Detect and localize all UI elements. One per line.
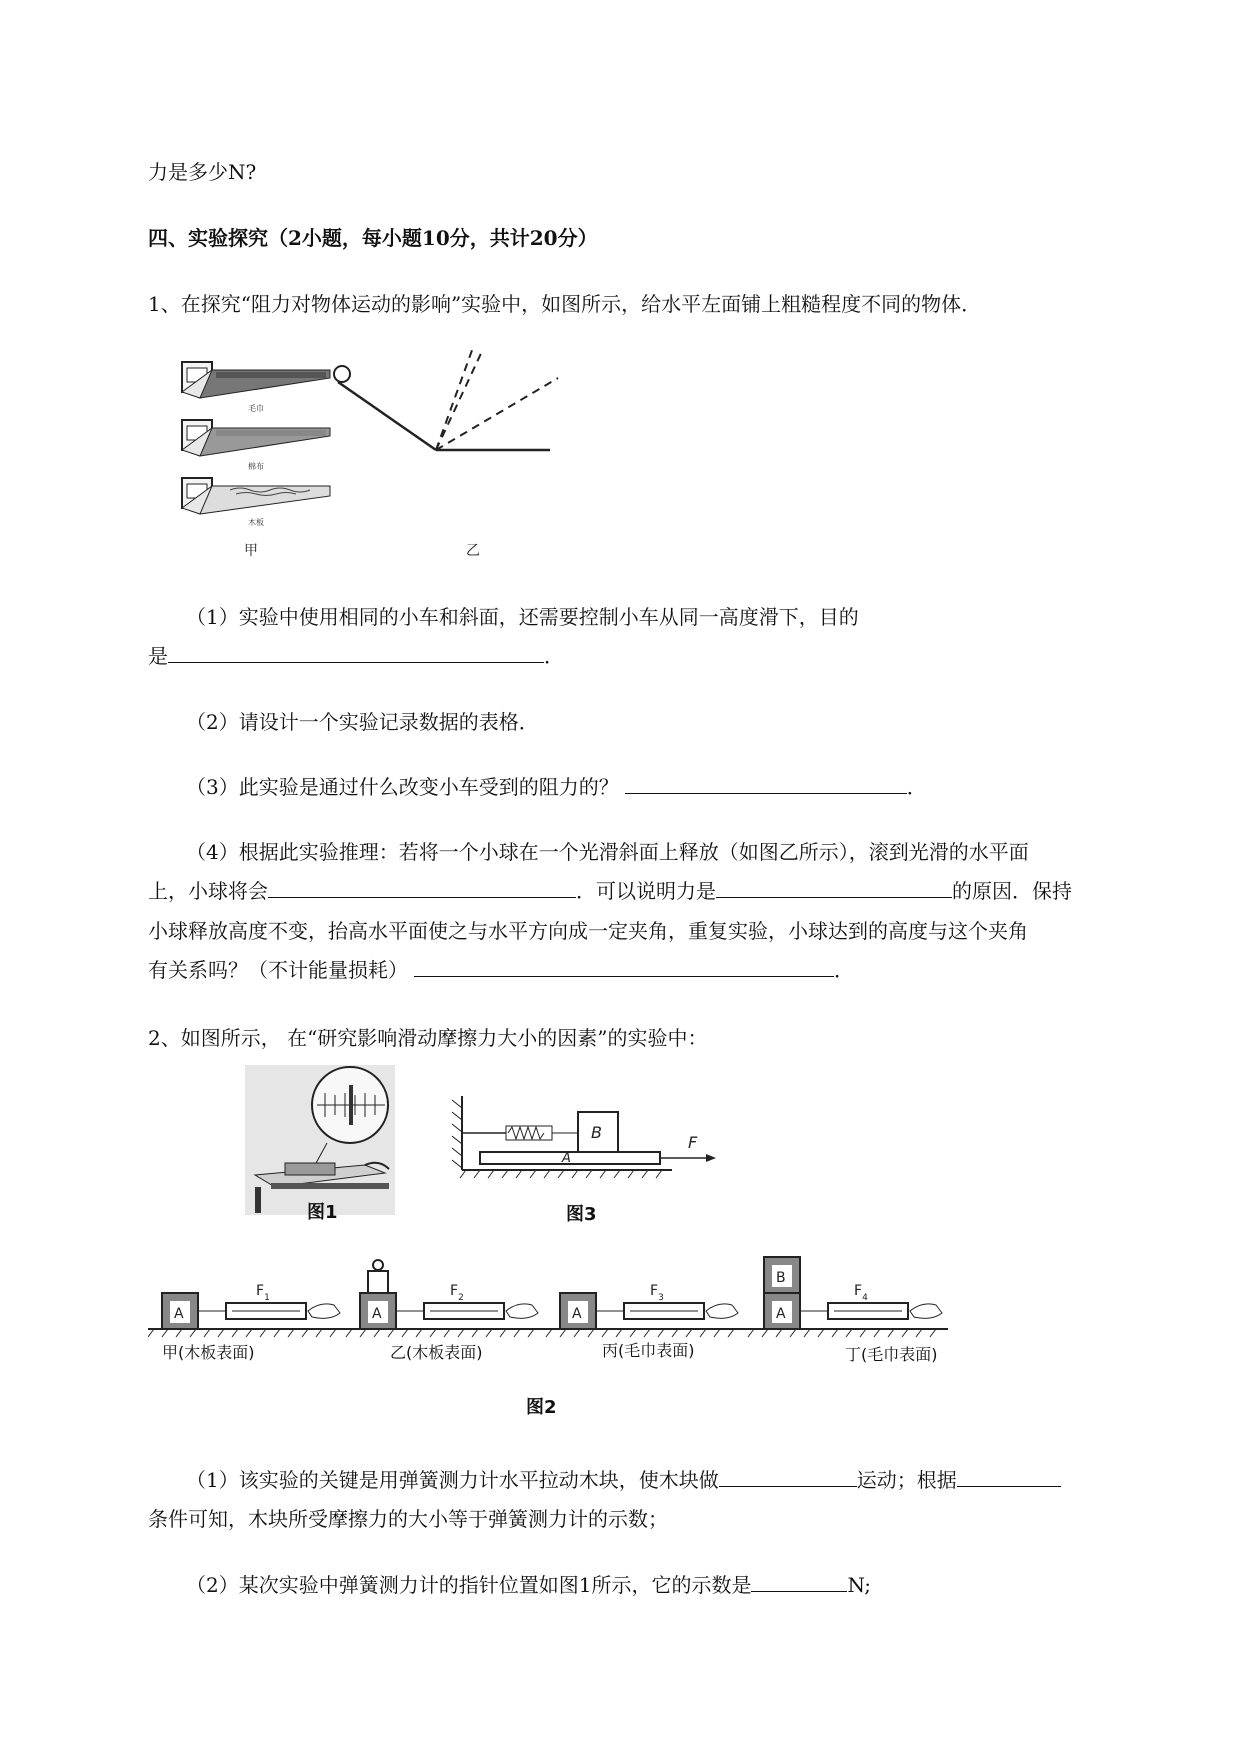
svg-text:F4 [854, 1283, 868, 1303]
q1-part4-text-a: 上，小球将会 [148, 879, 268, 903]
setup-yi [346, 1260, 546, 1337]
q1-part3 [186, 773, 927, 801]
q2-part1-blank-b[interactable] [957, 1466, 1061, 1487]
q1-part4-end: ． [834, 958, 854, 982]
q1-part4-line1: （4）根据此实验推理：若将一个小球在一个光滑斜面上释放（如图乙所示），滚到光滑的水平面 [186, 840, 1029, 864]
f1-letter: F [256, 1283, 265, 1299]
setup-jia-caption: 甲(木板表面) [162, 1343, 255, 1362]
q1-part1-prefix: 是 [148, 644, 168, 668]
svg-text:F3 [650, 1283, 664, 1303]
board-a-label: A [562, 1151, 571, 1166]
q1-part4-text-d: 有关系吗？（不计能量损耗） [148, 958, 408, 982]
ramp-panel-towel [182, 362, 330, 413]
q1-part3-text: （3）此实验是通过什么改变小车受到的阻力的？ [186, 775, 619, 799]
q1-part4-text-c: 的原因．保持 [952, 879, 1072, 903]
setup-ding [748, 1257, 948, 1337]
label-yi: 乙 [466, 543, 480, 559]
f3-letter: F [650, 1283, 659, 1299]
setup-yi-caption: 乙(木板表面) [390, 1343, 483, 1362]
q2-part1-blank-a[interactable] [719, 1466, 857, 1487]
bing-block-label: A [572, 1306, 582, 1322]
surface-label-3: 木板 [248, 518, 264, 527]
q1-part4-line3: 小球释放高度不变，抬高水平面使之与水平方向成一定夹角，重复实验，小球达到的高度与这个夹角 [148, 919, 1028, 943]
q1-part4-blank-a[interactable] [268, 877, 576, 898]
setup-ding-caption: 丁(毛巾表面) [845, 1345, 938, 1364]
setup-bing-caption: 丙(毛巾表面) [602, 1341, 695, 1360]
q2-part2 [186, 1571, 871, 1599]
q2-part1-text-a: （1）该实验的关键是用弹簧测力计水平拉动木块，使木块做 [186, 1468, 719, 1492]
q1-part4-text-b: ．可以说明力是 [576, 879, 716, 903]
ball [334, 366, 350, 382]
q1-part1-end: ． [544, 644, 564, 668]
q1-part4-line2 [148, 877, 1072, 905]
surface-label-2: 棉布 [248, 462, 264, 471]
f4-letter: F [854, 1283, 863, 1299]
ramp-panel-board [182, 478, 330, 527]
label-jia: 甲 [244, 543, 258, 559]
text-line-force [148, 158, 256, 186]
figure-1-spring-scale-reading [245, 1065, 395, 1215]
ding-block-b-label: B [776, 1270, 786, 1286]
svg-text:F2 [450, 1283, 464, 1303]
q1-part4-blank-c[interactable] [414, 956, 834, 977]
figure-2-caption: 图2 [526, 1397, 557, 1418]
q2-part1-line2: 条件可知，木块所受摩擦力的大小等于弹簧测力计的示数； [148, 1507, 668, 1531]
figure-3-apparatus [450, 1090, 720, 1190]
setup-jia [148, 1283, 348, 1337]
q2-part1-line1 [186, 1466, 1061, 1494]
f3-subscript: 3 [658, 1293, 664, 1303]
f2-letter: F [450, 1283, 459, 1299]
ramp-panel-cloth [182, 420, 330, 471]
figure-3-caption: 图3 [566, 1204, 597, 1225]
q1-part3-end: ． [906, 775, 927, 799]
q1-part4-blank-b[interactable] [716, 877, 952, 898]
q2-part2-blank[interactable] [751, 1571, 847, 1592]
q2-part1-text-b: 运动；根据 [856, 1468, 957, 1492]
force-f-label: F [688, 1133, 698, 1152]
q1-part1-line1: （1）实验中使用相同的小车和斜面，还需要控制小车从同一高度滑下，目的 [186, 605, 859, 629]
q2-part2-unit: N; [847, 1573, 871, 1597]
block-b-label: B [591, 1123, 602, 1142]
ding-block-a-label: A [776, 1306, 786, 1322]
f4-subscript: 4 [862, 1293, 868, 1303]
jia-block-label: A [174, 1306, 184, 1322]
q1-part1-blank[interactable] [168, 642, 544, 663]
incline-diagram [334, 350, 558, 450]
surface-label-1: 毛巾 [248, 404, 264, 413]
q1-part2: （2）请设计一个实验记录数据的表格． [186, 710, 539, 734]
text-force-question: 力是多少N? [148, 160, 257, 184]
setup-bing [546, 1283, 748, 1337]
svg-text:F1 [256, 1283, 270, 1303]
q1-intro: 1、在探究“阻力对物体运动的影响”实验中，如图所示，给水平左面铺上粗糙程度不同的物体． [148, 292, 982, 316]
q1-figure [170, 350, 630, 565]
section-4-heading: 四、实验探究（2小题，每小题10分，共计20分） [148, 226, 598, 250]
q1-part3-blank[interactable] [625, 773, 907, 794]
q1-part4-line4 [148, 956, 854, 984]
f2-subscript: 2 [458, 1293, 464, 1303]
q1-part1-line2 [148, 642, 564, 670]
q2-intro: 2、如图所示， 在“研究影响滑动摩擦力大小的因素”的实验中： [148, 1026, 708, 1050]
f1-subscript: 1 [264, 1293, 270, 1303]
q2-part2-text: （2）某次实验中弹簧测力计的指针位置如图1所示，它的示数是 [186, 1573, 752, 1597]
figure-1-caption: 图1 [307, 1202, 338, 1223]
yi-block-label: A [372, 1306, 382, 1322]
